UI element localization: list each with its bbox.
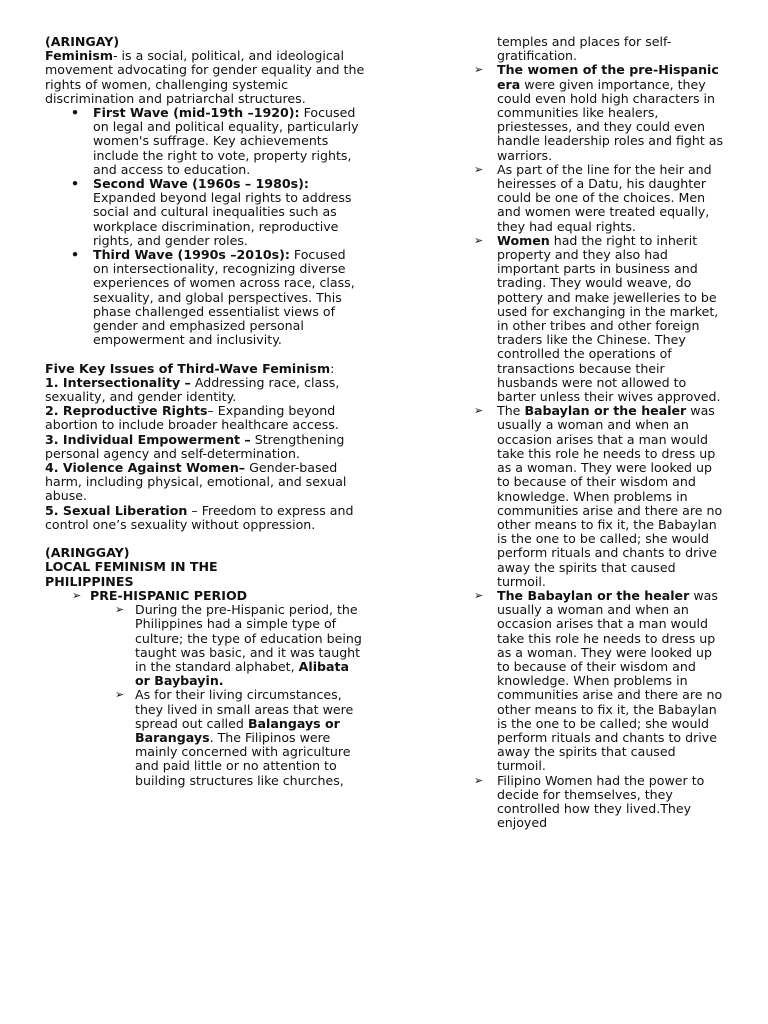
issue-item [45,404,365,432]
right-item-bold: The Babaylan or the healer [497,587,690,603]
arrowhead-bullet-icon: ➢ [115,688,125,702]
period-title: PRE-HISPANIC PERIOD [90,587,248,603]
issue-text: Addressing race, class, sexuality, and gender identity. [45,374,340,405]
issue-item [45,504,365,532]
period-item-text-after: . The Filipinos were mainly concerned with agriculture and paid little or no attention to building structures like churches, [135,729,351,788]
issue-text: – Freedom to express and control one’s sexuality without oppression. [45,502,354,532]
wave-title: Second Wave (1960s – 1980s): [93,176,309,192]
section-heading-local-feminism: LOCAL FEMINISM IN THE PHILIPPINES [45,559,218,589]
issue-text: Strengthening personal agency and self-determination. [45,431,345,461]
continuation-text: temples and places for self-gratification. [497,34,672,64]
right-item [474,163,724,234]
feminism-term: Feminism [45,48,113,64]
right-item-text-after: was usually a woman and when an occasion arises that a man would take this role he needs to dress up as a woman. They were looked up to because of their wisdom and knowledge. When problems in communities arise and there are no other means to fix it, the Babaylan is the one to be called; she would perform rituals and chants to drive away the spirits that caused turmoil. [497,587,723,774]
right-item [474,404,724,589]
right-item-bold: Women [497,232,550,248]
issue-title: 4. Violence Against Women– [45,460,246,476]
right-item-text-after: had the right to inherit property and they also had important parts in business and trading. They would weave, do pottery and make jewelleries to be used for exchanging in the market, in other tribes and other foreign traders like the Chinese. They controlled the operations of transactions because their husbands were not allowed to barter unless their wives approved. [497,232,721,405]
right-item [474,589,724,774]
left-column [45,35,365,788]
right-item-text-after: was usually a woman and when an occasion arises that a man would take this role he needs to dress up as a woman. They were looked up to because of their wisdom and knowledge. When problems in communities arise and there are no other means to fix it, the Babaylan is the one to be called; she would perform rituals and chants to drive away the spirits that caused turmoil. [497,403,723,589]
right-item-text: The [497,403,525,419]
issues-colon: : [330,360,335,376]
right-item-text-after: were given importance, they could even hold high characters in communities like healers, priestesses, and they could even handle leadership roles and fight as warriors. [497,76,724,163]
feminism-definition [45,49,365,106]
arrowhead-bullet-icon: ➢ [474,773,484,787]
right-item [474,63,724,162]
wave-title: Third Wave (1990s –2010s): [93,247,290,263]
wave-text: Expanded beyond legal rights to address social and cultural inequalities such as workplace discrimination, reproductive rights, and gender roles. [93,190,352,248]
right-item-bold: Babaylan or the healer [524,403,687,419]
wave-item-first [45,106,365,177]
right-item-bold: The women of the pre-Hispanic era [497,62,719,92]
issues-heading [45,362,365,376]
wave-text: Focused on intersectionality, recognizing diverse experiences of women across race, class, sexuality, and global perspectives. This phase challenged essentialist views of gender and emphasized personal empowerment and inclusivity. [93,247,355,348]
arrowhead-bullet-icon: ➢ [115,603,125,617]
period-item [45,688,365,787]
section-heading-aringay: (ARINGAY) [45,34,120,49]
issue-title: 2. Reproductive Rights [45,403,208,419]
issue-title: 3. Individual Empowerment – [45,431,251,447]
wave-text: Focused on legal and political equality, particularly women's suffrage. Key achievements include the right to vote, property rights, and access to education. [93,105,359,177]
period-heading [45,589,365,603]
period-item-text: As for their living circumstances, they lived in small areas that were spread out called [135,687,354,731]
bullet-dot-icon: • [71,247,80,263]
right-column [474,35,724,830]
issue-item [45,461,365,504]
arrowhead-bullet-icon: ➢ [72,588,82,602]
right-item [474,234,724,404]
issues-title: Five Key Issues of Third-Wave Feminism [45,360,331,376]
bullet-dot-icon: • [71,176,80,192]
period-item [45,603,365,688]
right-item-text: Filipino Women had the power to decide for themselves, they controlled how they lived.They enjoyed [497,772,705,831]
arrowhead-bullet-icon: ➢ [474,63,484,77]
wave-item-second [45,177,365,248]
period-item-bold: Alibata or Baybayin. [135,658,350,689]
issue-text: – Expanding beyond abortion to include broader healthcare access. [45,403,339,433]
wave-item-third [45,248,365,347]
right-item-text: As part of the line for the heir and heiresses of a Datu, his daughter could be one of the choices. Men and women were treated equally, they had equal rights. [497,161,712,234]
arrowhead-bullet-icon: ➢ [474,162,484,176]
bullet-dot-icon: • [71,105,80,121]
period-item-bold: Balangays or Barangays [135,715,340,745]
arrowhead-bullet-icon: ➢ [474,233,484,247]
issue-item [45,376,365,404]
right-item [474,774,724,831]
arrowhead-bullet-icon: ➢ [474,404,484,418]
wave-title: First Wave (mid-19th –1920): [93,105,300,121]
issue-item [45,433,365,461]
arrowhead-bullet-icon: ➢ [474,588,484,602]
issue-title: 1. Intersectionality – [45,374,191,390]
issue-text: Gender-based harm, including physical, emotional, and sexual abuse. [45,460,347,504]
feminism-definition-text: - is a social, political, and ideological movement advocating for gender equality and the rights of women, challenging systemic discrimination and patriarchal structures. [45,48,365,106]
period-item-text: During the pre-Hispanic period, the Philippines had a simple type of culture; the type of education being taught was basic, and it was taught in the standard alphabet, [135,602,362,674]
section-heading-aringgay: (ARINGGAY) [45,545,130,561]
issue-title: 5. Sexual Liberation [45,502,188,518]
